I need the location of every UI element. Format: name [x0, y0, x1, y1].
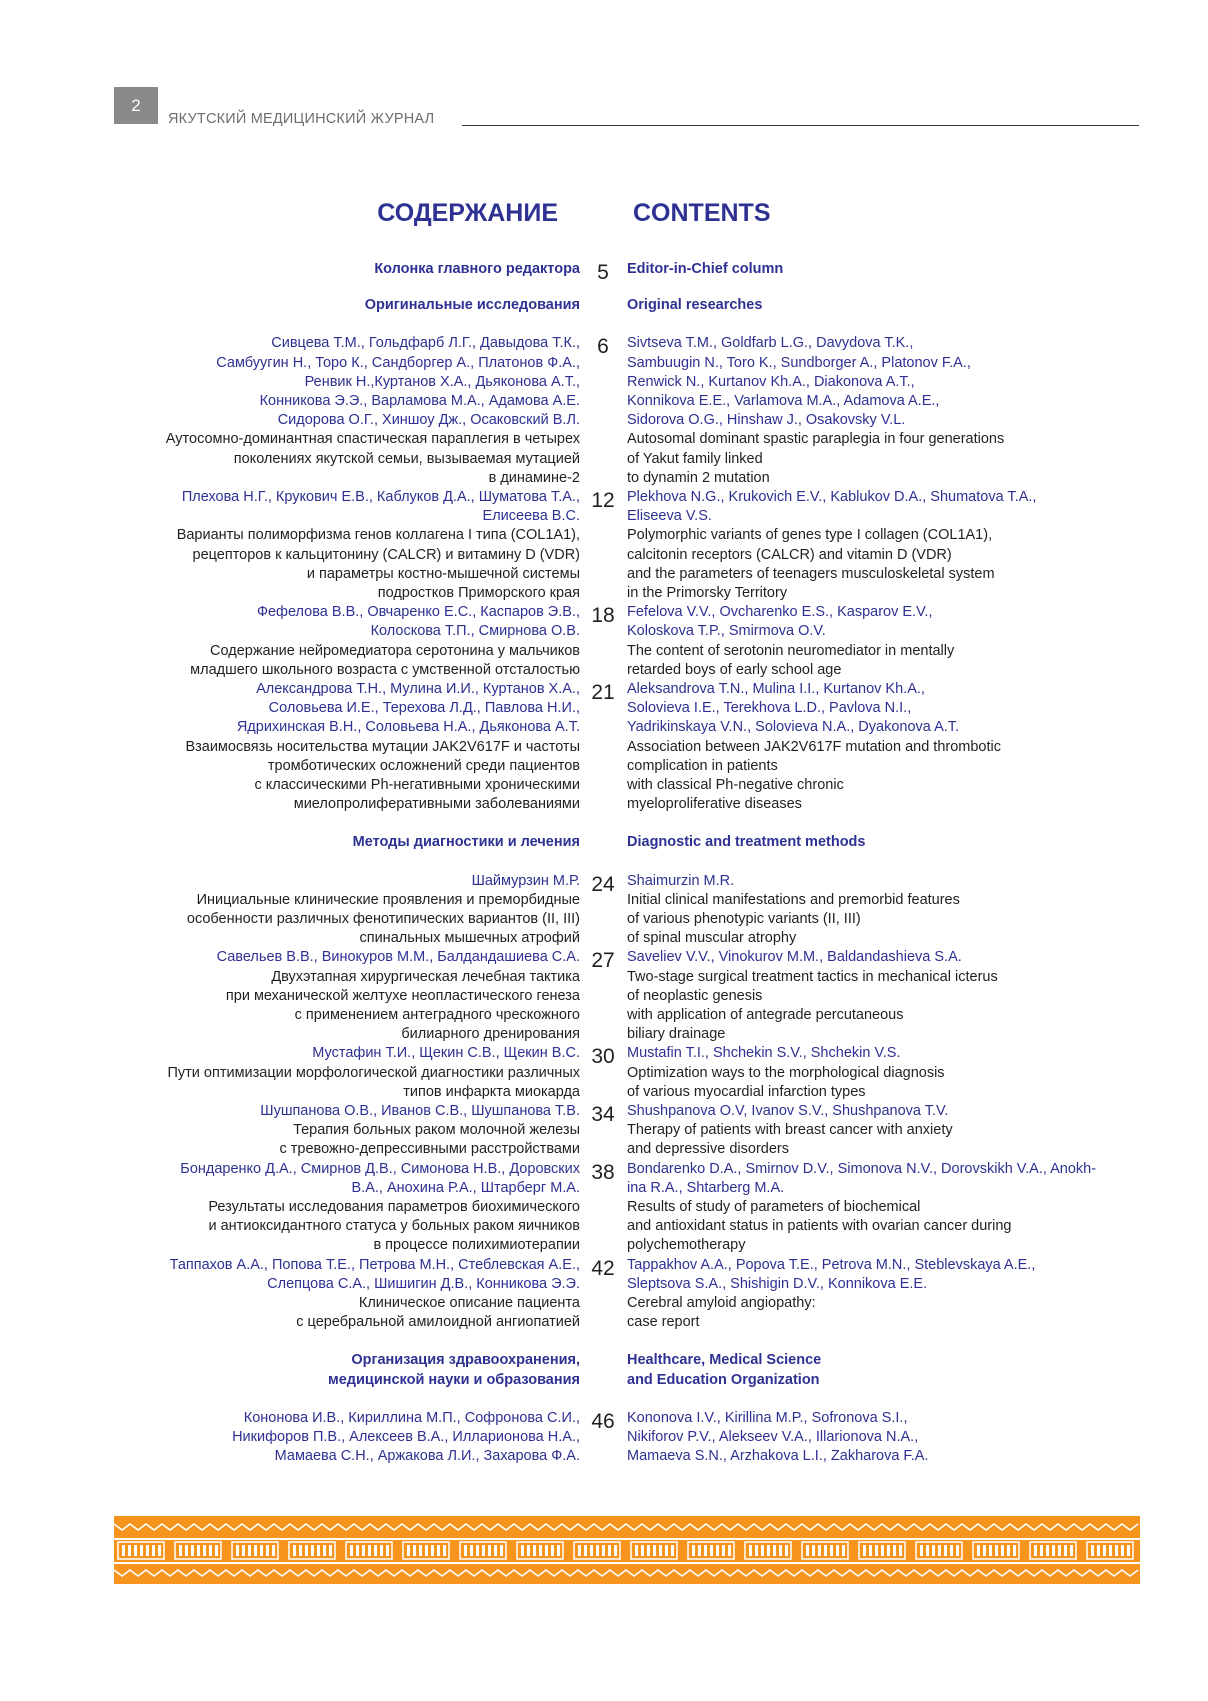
author-line: Saveliev V.V., Vinokurov M.M., Baldandashieva S.A.: [627, 949, 962, 966]
author-line: Yadrikinskaya V.N., Solovieva N.A., Dyakonova A.T.: [627, 719, 960, 736]
section-title-line: Организация здравоохранения,: [351, 1352, 580, 1369]
toc-ru-column: [328, 1351, 580, 1389]
page-ref-number: 6: [597, 335, 609, 359]
author-line: Елисеева В.С.: [482, 508, 580, 525]
article-title-line: Autosomal dominant spastic paraplegia in four generations: [627, 431, 1005, 448]
toc-en-column: [627, 948, 998, 1044]
section-title-line: Колонка главного редактора: [374, 261, 580, 277]
article-title-line: Optimization ways to the morphological diagnosis: [627, 1064, 945, 1081]
author-line: Tappakhov A.A., Popova T.E., Petrova M.N., Steblevskaya A.E.,: [627, 1256, 1036, 1273]
toc-section-heading: [0, 296, 1208, 315]
article-title-line: и антиоксидантного статуса у больных раком яичников: [208, 1218, 580, 1235]
article-title-line: and depressive disorders: [627, 1141, 790, 1158]
author-line: Слепцова С.А., Шишигин Д.В., Конникова Э.Э.: [267, 1275, 580, 1292]
toc-entry: [0, 680, 1208, 814]
article-title-line: тромботических осложнений среди пациентов: [267, 757, 580, 774]
page-ref-number: 18: [591, 604, 615, 628]
author-line: Савельев В.В., Винокуров М.М., Балдандашиева С.А.: [216, 949, 580, 966]
author-line: Кононова И.В., Кириллина М.П., Софронова С.И.,: [243, 1409, 580, 1426]
page-ref-number: 30: [591, 1045, 615, 1069]
article-title-line: and the parameters of teenagers musculoskeletal system: [627, 565, 995, 582]
contents-title-en: CONTENTS: [633, 199, 771, 227]
author-line: Aleksandrova T.N., Mulina I.I., Kurtanov Kh.A.,: [627, 680, 925, 697]
toc-ru-column: [185, 680, 580, 814]
article-title-line: of various phenotypic variants (II, III): [627, 910, 861, 927]
author-line: Александрова Т.Н., Мулина И.И., Куртанов Х.А.,: [256, 680, 580, 697]
article-title-line: с церебральной амилоидной ангиопатией: [296, 1314, 580, 1331]
page-ref-number: 21: [591, 680, 615, 704]
author-line: Конникова Э.Э., Варламова М.А., Адамова А.Е.: [259, 392, 580, 409]
article-title-line: Инициальные клинические проявления и преморбидные: [196, 891, 580, 908]
toc-ru-column: [365, 296, 580, 315]
toc-entry: [0, 334, 1208, 488]
author-line: Nikiforov P.V., Alekseev V.A., Illarionova N.A.,: [627, 1428, 919, 1445]
toc-ru-column: [170, 1256, 580, 1333]
author-line: Eliseeva V.S.: [627, 508, 712, 525]
toc-entry: [0, 872, 1208, 949]
page-number-box: [114, 87, 158, 124]
author-line: Сидорова О.Г., Хиншоу Дж., Осаковский В.Л.: [277, 412, 580, 429]
author-line: Sleptsova S.A., Shishigin D.V., Konnikova E.E.: [627, 1275, 928, 1292]
article-title-line: complication in patients: [627, 757, 778, 774]
page-ref-number: 42: [591, 1256, 615, 1280]
page-ref-number: 27: [591, 949, 615, 973]
article-title-line: Варианты полиморфизма генов коллагена I типа (COL1A1),: [176, 527, 580, 544]
toc-ru-column: [353, 833, 580, 852]
toc-en-column: [627, 296, 762, 315]
toc-entry: [0, 1044, 1208, 1102]
page-ref-number: 5: [597, 261, 609, 284]
author-line: Никифоров П.В., Алексеев В.А., Илларионова Н.А.,: [232, 1428, 580, 1445]
article-title-line: and antioxidant status in patients with ovarian cancer during: [627, 1218, 1012, 1235]
article-title-line: Пути оптимизации морфологической диагностики различных: [167, 1064, 580, 1081]
ornament-border: [114, 1516, 1140, 1584]
author-line: Шушпанова О.В., Иванов С.В., Шушпанова Т.В.: [260, 1102, 580, 1119]
article-title-line: рецепторов к кальцитонину (CALCR) и витамину D (VDR): [192, 546, 580, 563]
article-title-line: в динамине-2: [488, 469, 580, 486]
section-title-line: Методы диагностики и лечения: [352, 834, 580, 851]
toc-ru-column: [232, 1409, 580, 1467]
toc-section-heading: [0, 833, 1208, 852]
toc-entry: [0, 1409, 1208, 1467]
section-title-line: Healthcare, Medical Science: [627, 1352, 822, 1369]
article-title-line: Содержание нейромедиатора серотонина у мальчиков: [210, 642, 580, 659]
section-title-line: медицинской науки и образования: [328, 1371, 580, 1388]
article-title-line: типов инфаркта миокарда: [403, 1083, 580, 1100]
author-line: Фефелова В.В., Овчаренко Е.С., Каспаров Э.В.,: [256, 604, 580, 621]
author-line: Сивцева Т.М., Гольдфарб Л.Г., Давыдова Т.К.,: [271, 335, 580, 352]
article-title-line: Initial clinical manifestations and premorbid features: [627, 891, 960, 908]
article-title-line: Therapy of patients with breast cancer with anxiety: [627, 1122, 953, 1139]
page-ref-number: 24: [591, 872, 615, 896]
article-title-line: младшего школьного возраста с умственной отсталостью: [190, 661, 580, 678]
author-line: Соловьева И.Е., Терехова Л.Д., Павлова Н.И.,: [268, 700, 580, 717]
author-line: Konnikova E.E., Varlamova M.A., Adamova A.E.,: [627, 392, 940, 409]
contents-title-ru: СОДЕРЖАНИЕ: [377, 199, 558, 227]
article-title-line: with application of antegrade percutaneous: [627, 1006, 904, 1023]
toc-ru-column: [190, 603, 580, 680]
author-line: Mamaeva S.N., Arzhakova L.I., Zakharova F.A.: [627, 1448, 929, 1465]
toc-en-column: [627, 334, 1004, 488]
article-title-line: Результаты исследования параметров биохимического: [208, 1198, 580, 1215]
author-line: Самбуугин Н., Торо К., Сандборгер А., Платонов Ф.А.,: [216, 354, 580, 371]
page-ref-number: 38: [591, 1160, 615, 1184]
author-line: Плехова Н.Г., Крукович Е.В., Каблуков Д.А., Шуматова Т.А.,: [181, 488, 580, 505]
author-line: Fefelova V.V., Ovcharenko E.S., Kasparov E.V.,: [627, 604, 933, 621]
section-title-line: Diagnostic and treatment methods: [627, 834, 866, 851]
article-title-line: Аутосомно-доминантная спастическая параплегия в четырех: [165, 431, 580, 448]
toc-en-column: [627, 680, 1001, 814]
toc-en-column: [627, 1409, 928, 1467]
toc-entry: [0, 1102, 1208, 1160]
author-line: Plekhova N.G., Krukovich E.V., Kablukov D.A., Shumatova T.A.,: [627, 488, 1037, 505]
article-title-line: Results of study of parameters of biochemical: [627, 1198, 921, 1215]
article-title-line: Two-stage surgical treatment tactics in mechanical icterus: [627, 968, 998, 985]
author-line: ina R.A., Shtarberg M.A.: [627, 1179, 785, 1196]
author-line: Koloskova T.P., Smirmova O.V.: [627, 623, 826, 640]
article-title-line: The content of serotonin neuromediator in mentally: [627, 642, 955, 659]
toc-ru-column: [180, 1160, 580, 1256]
author-line: Kononova I.V., Kirillina M.P., Sofronova S.I.,: [627, 1409, 908, 1426]
author-line: Sambuugin N., Toro K., Sundborger A., Platonov F.A.,: [627, 354, 971, 371]
article-title-line: biliary drainage: [627, 1026, 726, 1043]
author-line: Мамаева С.Н., Аржакова Л.И., Захарова Ф.А.: [274, 1448, 580, 1465]
toc-en-column: [627, 1160, 1096, 1256]
toc-en-column: [627, 872, 960, 949]
author-line: В.А., Анохина Р.А., Штарберг М.А.: [351, 1179, 580, 1196]
article-title-line: of Yakut family linked: [627, 450, 763, 467]
author-line: Бондаренко Д.А., Смирнов Д.В., Симонова Н.В., Доровских: [180, 1160, 580, 1177]
toc-en-column: [627, 1256, 1035, 1333]
article-title-line: в процессе полихимиотерапии: [373, 1237, 580, 1254]
author-line: Мустафин Т.И., Щекин С.В., Щекин В.С.: [312, 1045, 580, 1062]
article-title-line: myeloproliferative diseases: [627, 796, 802, 813]
toc-en-column: [627, 1044, 945, 1102]
toc-ru-column: [374, 260, 580, 279]
author-line: Shushpanova O.V, Ivanov S.V., Shushpanova T.V.: [627, 1102, 949, 1119]
author-line: Bondarenko D.A., Smirnov D.V., Simonova N.V., Dorovskikh V.A., Anokh-: [627, 1160, 1097, 1177]
article-title-line: retarded boys of early school age: [627, 661, 842, 678]
toc-entry: [0, 488, 1208, 603]
toc-section-heading: [0, 260, 1208, 284]
author-line: Sivtseva T.M., Goldfarb L.G., Davydova T.K.,: [627, 335, 914, 352]
article-title-line: Association between JAK2V617F mutation and thrombotic: [627, 738, 1001, 755]
toc-ru-column: [187, 872, 580, 949]
page-number: 2: [131, 95, 141, 115]
article-title-line: с применением антеградного чрескожного: [294, 1006, 580, 1023]
article-title-line: с тревожно-депрессивными расстройствами: [279, 1141, 580, 1158]
article-title-line: Взаимосвязь носительства мутации JAK2V617F и частоты: [185, 738, 580, 755]
article-title-line: особенности различных фенотипических вариантов (II, III): [186, 910, 580, 927]
author-line: Колоскова Т.П., Смирнова О.В.: [370, 623, 580, 640]
article-title-line: of neoplastic genesis: [627, 987, 763, 1004]
author-line: Mustafin T.I., Shchekin S.V., Shchekin V.S.: [627, 1045, 901, 1062]
toc-entry: [0, 1160, 1208, 1256]
section-title-line: Editor-in-Chief column: [627, 261, 784, 277]
article-title-line: with classical Ph-negative chronic: [627, 776, 844, 793]
section-title-line: and Education Organization: [627, 1371, 820, 1388]
table-of-contents: [0, 260, 1208, 1466]
toc-ru-column: [177, 488, 580, 603]
article-title-line: Двухэтапная хирургическая лечебная тактика: [271, 968, 580, 985]
article-title-line: Cerebral amyloid angiopathy:: [627, 1294, 816, 1311]
toc-ru-column: [166, 334, 580, 488]
toc-section-heading: [0, 1351, 1208, 1389]
article-title-line: спинальных мышечных атрофий: [359, 930, 580, 947]
page-ref-number: 34: [591, 1102, 615, 1126]
article-title-line: in the Primorsky Territory: [627, 584, 788, 601]
article-title-line: с классическими Ph-негативными хроническими: [254, 776, 580, 793]
author-line: Таппахов А.А., Попова Т.Е., Петрова М.Н., Стеблевская А.Е.,: [169, 1256, 580, 1273]
article-title-line: миелопролиферативными заболеваниями: [293, 796, 580, 813]
article-title-line: Клиническое описание пациента: [358, 1294, 580, 1311]
toc-entry: [0, 948, 1208, 1044]
page-ref-number: 12: [591, 488, 615, 512]
toc-ru-column: [260, 1102, 580, 1160]
article-title-line: of various myocardial infarction types: [627, 1083, 866, 1100]
toc-en-column: [627, 1102, 953, 1160]
article-title-line: to dynamin 2 mutation: [627, 469, 770, 486]
article-title-line: case report: [627, 1314, 700, 1331]
article-title-line: поколениях якутской семьи, вызываемая мутацией: [233, 450, 580, 467]
toc-en-column: [627, 488, 1036, 603]
toc-entry: [0, 603, 1208, 680]
toc-en-column: [627, 833, 865, 852]
header-rule: [462, 125, 1139, 126]
article-title-line: подростков Приморского края: [377, 584, 580, 601]
article-title-line: билиарного дренирования: [401, 1026, 580, 1043]
author-line: Renwick N., Kurtanov Kh.A., Diakonova A.T.,: [627, 373, 915, 390]
section-title-line: Оригинальные исследования: [364, 297, 580, 314]
author-line: Ренвик Н.,Куртанов Х.А., Дьяконова А.Т.,: [304, 373, 580, 390]
toc-ru-column: [167, 1044, 580, 1102]
toc-en-column: [627, 603, 954, 680]
toc-en-column: [627, 1351, 821, 1389]
author-line: Shaimurzin M.R.: [627, 872, 735, 889]
toc-ru-column: [217, 948, 580, 1044]
article-title-line: и параметры костно-мышечной системы: [306, 565, 580, 582]
section-title-line: Original researches: [627, 297, 763, 314]
journal-name: ЯКУТСКИЙ МЕДИЦИНСКИЙ ЖУРНАЛ: [168, 111, 435, 127]
page-ref-number: 46: [591, 1409, 615, 1433]
article-title-line: Polymorphic variants of genes type I collagen (COL1A1),: [627, 527, 993, 544]
toc-en-column: [627, 260, 783, 279]
author-line: Шаймурзин М.Р.: [471, 872, 580, 889]
article-title-line: polychemotherapy: [627, 1237, 746, 1254]
article-title-line: Терапия больных раком молочной железы: [293, 1122, 580, 1139]
article-title-line: при механической желтухе неопластического генеза: [225, 987, 580, 1004]
author-line: Solovieva I.E., Terekhova L.D., Pavlova N.I.,: [627, 700, 912, 717]
author-line: Ядрихинская В.Н., Соловьева Н.А., Дьяконова А.Т.: [236, 719, 580, 736]
author-line: Sidorova O.G., Hinshaw J., Osakovsky V.L.: [627, 412, 906, 429]
article-title-line: calcitonin receptors (CALCR) and vitamin D (VDR): [627, 546, 952, 563]
article-title-line: of spinal muscular atrophy: [627, 930, 797, 947]
toc-entry: [0, 1256, 1208, 1333]
